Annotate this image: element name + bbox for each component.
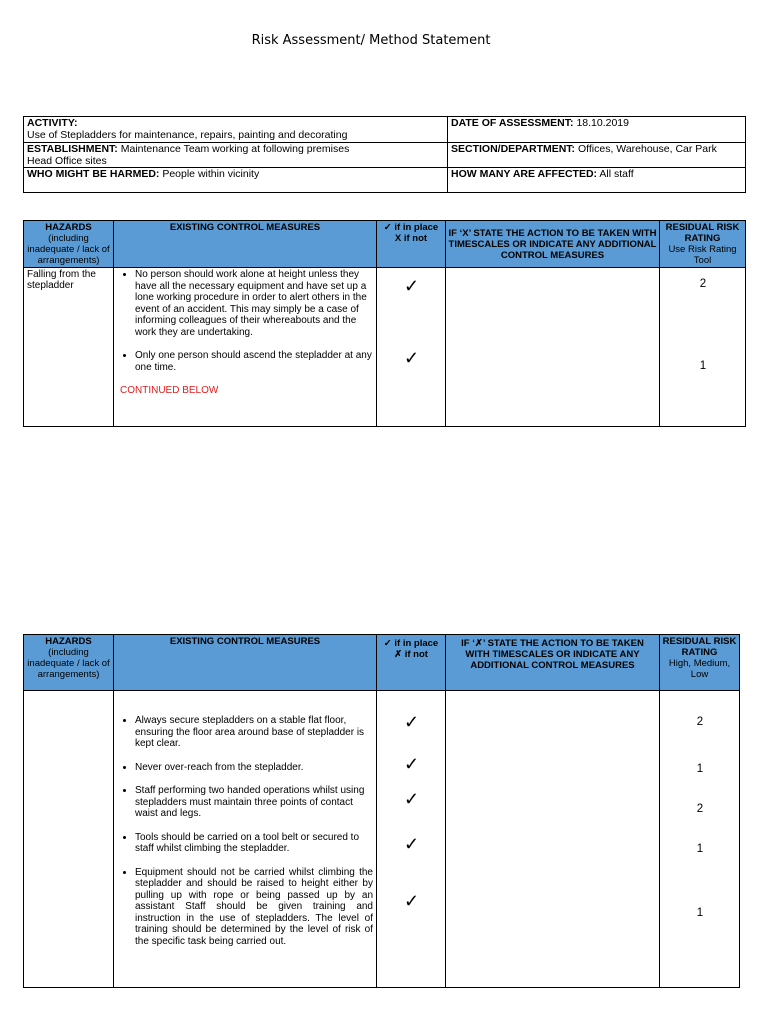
date-value: 18.10.2019 [576, 117, 629, 129]
action-header: IF ‘X’ STATE THE ACTION TO BE TAKEN WITH TIMESCALES OR INDICATE ANY ADDITIONAL CONTROL MEASURES [446, 221, 660, 268]
establishment-cell [24, 143, 448, 168]
control-measure-item: • Never over-reach from the stepladder. [135, 762, 373, 774]
control-measure-item: • Only one person should ascend the stepladder at any one time. [135, 350, 373, 373]
control-measures-cell [114, 691, 377, 988]
activity-label: ACTIVITY: [27, 117, 78, 129]
harmed-value: People within vicinity [162, 168, 260, 180]
assessment-info-table [23, 116, 746, 193]
harmed-label: WHO MIGHT BE HARMED: [27, 168, 160, 180]
checkmark-icon: ✓ [403, 789, 420, 809]
control-measure-item: • No person should work alone at height unless they have all the necessary equipment and have set up a lone working procedure in order to alert others in the event of an accident. This may simply be a case of informing colleagues of their whereabouts and the work they are undertaking. [135, 269, 373, 338]
rating-value: 1 [699, 360, 707, 372]
hazards-header: HAZARDS (including inadequate / lack of arrangements) [24, 221, 114, 268]
activity-value: Use of Stepladders for maintenance, repairs, painting and decorating [27, 129, 348, 141]
check-header: ✓ if in place X if not [377, 221, 446, 268]
control-measure-item: • Always secure stepladders on a stable flat floor, ensuring the floor area around base of stepladder is kept clear. [135, 715, 373, 750]
checkmark-icon: ✓ [403, 712, 420, 732]
affected-cell [448, 168, 746, 193]
establishment-value: Maintenance Team working at following premises [120, 143, 350, 155]
control-measure-item: • Equipment should not be carried whilst climbing the stepladder and should be raised to height either by pulling up with rope or being passed up by an assistant Staff should be given training and instruction in the use of stepladders. The level of training should be determined by the level of risk of the specific task being carried out. [135, 867, 373, 948]
section-cell [448, 143, 746, 168]
establishment-value-line2: Head Office sites [27, 155, 107, 167]
control-measure-item: • Tools should be carried on a tool belt or secured to staff whilst climbing the stepladder. [135, 832, 373, 855]
control-measure-item: • Staff performing two handed operations whilst using stepladders must maintain three points of contact waist and legs. [135, 785, 373, 820]
checkmark-icon: ✓ [403, 348, 420, 368]
check-cell [377, 268, 446, 427]
affected-value: All staff [599, 168, 634, 180]
continued-note: CONTINUED BELOW [120, 385, 219, 396]
hazards-header: HAZARDS (including inadequate / lack of arrangements) [24, 635, 114, 691]
rating-value: 2 [696, 716, 704, 728]
checkmark-icon: ✓ [403, 754, 420, 774]
rating-value: 1 [696, 763, 704, 775]
document-title: Risk Assessment/ Method Statement [251, 33, 491, 48]
risk-table-1 [23, 220, 746, 427]
establishment-label: ESTABLISHMENT: [27, 143, 118, 155]
risk-table-2 [23, 634, 740, 988]
activity-cell [24, 117, 448, 143]
date-label: DATE OF ASSESSMENT: [451, 117, 574, 129]
rating-value: 1 [696, 843, 704, 855]
check-cell [377, 691, 446, 988]
control-measures-header: EXISTING CONTROL MEASURES [114, 635, 377, 691]
section-value: Offices, Warehouse, Car Park [577, 143, 717, 155]
section-label: SECTION/DEPARTMENT: [451, 143, 576, 155]
checkmark-icon: ✓ [403, 276, 420, 296]
control-measures-cell [114, 268, 377, 427]
checkmark-icon: ✓ [403, 834, 420, 854]
rating-value: 2 [696, 803, 704, 815]
action-cell [446, 268, 660, 427]
date-cell [448, 117, 746, 143]
action-header: IF ‘✗’ STATE THE ACTION TO BE TAKEN WITH TIMESCALES OR INDICATE ANY ADDITIONAL CONTROL MEASURES [446, 635, 660, 691]
residual-rating-header: RESIDUAL RISK RATING High, Medium, Low [660, 635, 740, 691]
rating-cell [660, 691, 740, 988]
hazard-cell: Falling from the stepladder [24, 268, 114, 427]
rating-value: 2 [699, 278, 707, 290]
control-measures-header: EXISTING CONTROL MEASURES [114, 221, 377, 268]
check-header: ✓ if in place ✗ if not [377, 635, 446, 691]
harmed-cell [24, 168, 448, 193]
rating-cell [660, 268, 746, 427]
residual-rating-header: RESIDUAL RISK RATING Use Risk Rating Tool [660, 221, 746, 268]
checkmark-icon: ✓ [403, 891, 420, 911]
hazard-cell [24, 691, 114, 988]
affected-label: HOW MANY ARE AFFECTED: [451, 168, 598, 180]
rating-value: 1 [696, 907, 704, 919]
action-cell [446, 691, 660, 988]
